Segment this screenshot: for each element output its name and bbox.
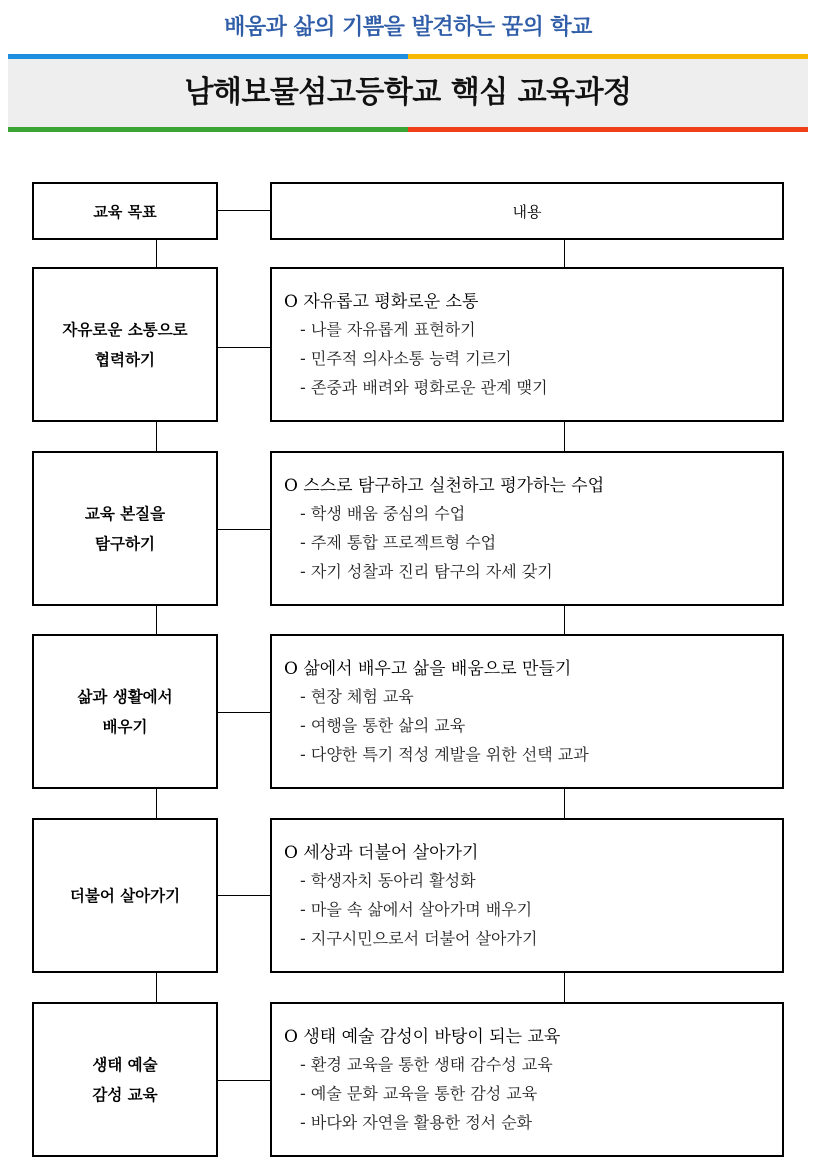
content-box-2	[270, 451, 784, 606]
content-item: - 학생 배움 중심의 수업	[300, 504, 466, 523]
header-content-cell	[270, 182, 784, 240]
goal-text: 교육 본질을	[84, 504, 166, 523]
content-item: - 주제 통합 프로젝트형 수업	[300, 533, 497, 552]
connector-line	[156, 789, 157, 818]
content-item: - 환경 교육을 통한 생태 감수성 교육	[300, 1055, 553, 1074]
goal-text: 탐구하기	[95, 534, 155, 553]
content-item: - 현장 체험 교육	[300, 687, 414, 706]
content-box-3	[270, 634, 784, 789]
connector-line	[156, 422, 157, 451]
content-title: O 자유롭고 평화로운 소통	[284, 292, 479, 312]
connector-line	[156, 240, 157, 267]
content-item: - 여행을 통한 삶의 교육	[300, 716, 466, 735]
goal-box-4	[32, 818, 218, 973]
content-item: - 바다와 자연을 활용한 정서 순화	[300, 1113, 533, 1132]
connector-line	[564, 789, 565, 818]
goal-text: 감성 교육	[92, 1085, 158, 1104]
header-goal-label: 교육 목표	[93, 202, 157, 221]
content-title: O 삶에서 배우고 삶을 배움으로 만들기	[284, 659, 572, 679]
content-box-5	[270, 1002, 784, 1157]
content-item: - 존중과 배려와 평화로운 관계 맺기	[300, 378, 548, 397]
goal-box-2	[32, 451, 218, 606]
header-content-label: 내용	[512, 202, 542, 221]
connector-line	[218, 210, 270, 211]
goal-text: 배우기	[102, 717, 148, 736]
accent-bar-red	[408, 127, 808, 132]
goal-text: 더불어 살아가기	[69, 886, 181, 905]
content-title: O 세상과 더불어 살아가기	[284, 843, 479, 863]
connector-line	[156, 606, 157, 634]
content-item: - 민주적 의사소통 능력 기르기	[300, 349, 512, 368]
content-box-4	[270, 818, 784, 973]
content-item: - 예술 문화 교육을 통한 감성 교육	[300, 1084, 538, 1103]
connector-line	[564, 422, 565, 451]
content-item: - 마을 속 삶에서 살아가며 배우기	[300, 900, 533, 919]
content-box-1	[270, 267, 784, 422]
connector-line	[564, 973, 565, 1002]
goal-text: 자유로운 소통으로	[62, 320, 188, 339]
title-band	[8, 59, 808, 127]
content-item: - 지구시민으로서 더불어 살아가기	[300, 929, 538, 948]
connector-line	[156, 973, 157, 1002]
connector-line	[218, 1080, 270, 1081]
page-title: 남해보물섬고등학교 핵심 교육과정	[184, 75, 632, 110]
page-subtitle: 배움과 삶의 기쁨을 발견하는 꿈의 학교	[224, 15, 592, 40]
connector-line	[218, 347, 270, 348]
connector-line	[218, 529, 270, 530]
connector-line	[218, 895, 270, 896]
goal-box-1	[32, 267, 218, 422]
content-title: O 생태 예술 감성이 바탕이 되는 교육	[284, 1027, 561, 1047]
connector-line	[218, 712, 270, 713]
content-title: O 스스로 탐구하고 실천하고 평가하는 수업	[284, 476, 605, 496]
content-item: - 자기 성찰과 진리 탐구의 자세 갖기	[300, 562, 553, 581]
header-goal-cell	[32, 182, 218, 240]
content-item: - 학생자치 동아리 활성화	[300, 871, 476, 890]
goal-text: 생태 예술	[92, 1055, 158, 1074]
goal-text: 협력하기	[95, 350, 155, 369]
connector-line	[564, 606, 565, 634]
goal-text: 삶과 생활에서	[77, 687, 173, 706]
content-item: - 나를 자유롭게 표현하기	[300, 320, 476, 339]
goal-box-5	[32, 1002, 218, 1157]
goal-box-3	[32, 634, 218, 789]
accent-bar-green	[8, 127, 408, 132]
connector-line	[564, 240, 565, 267]
content-item: - 다양한 특기 적성 계발을 위한 선택 교과	[300, 745, 589, 764]
